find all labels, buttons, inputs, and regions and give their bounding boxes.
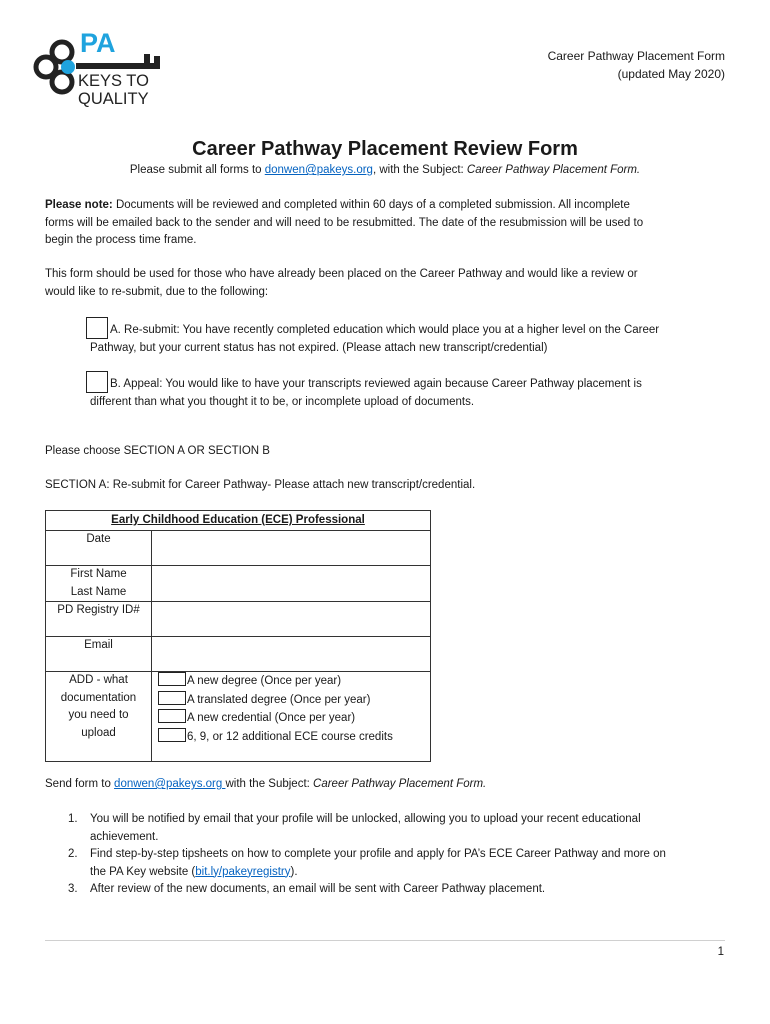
name-label: First Name Last Name [46,566,152,602]
pakey-registry-link[interactable]: bit.ly/pakeyregistry [195,865,291,878]
option-new-degree: A new degree (Once per year) [152,672,430,691]
pd-registry-field[interactable] [152,602,431,637]
submit-instructions: Please submit all forms to donwen@pakeys.org, with the Subject: Career Pathway Placement Form. [129,164,641,176]
header-updated-date: (updated May 2020) [617,67,725,81]
option-b-checkbox[interactable] [86,371,108,393]
svg-text:PA: PA [80,30,116,58]
list-item: 1. You will be notified by email that your profile will be unlocked, allowing you to upload your recent educational achievement. [68,813,641,843]
name-field[interactable] [152,566,431,602]
option-b-appeal: B. Appeal: You would like to have your transcripts reviewed again because Career Pathway placement is different than what you thought it to be, or incomplete upload of documents. [90,371,730,411]
choose-section-text: Please choose SECTION A OR SECTION B [45,445,270,457]
date-field[interactable] [152,531,431,566]
send-instructions: Send form to donwen@pakeys.org with the Subject: Career Pathway Placement Form. [45,778,487,790]
list-item: 2. Find step-by-step tipsheets on how to complete your profile and apply for PA’s ECE Career Pathway and more on the PA Key website (bit.ly/pakeyregistry). [68,848,666,878]
footer-divider [45,940,725,941]
upload-options [152,672,431,762]
email-field[interactable] [152,637,431,672]
add-label: ADD - what documentation you need to upload [46,672,152,762]
note-label: Please note: [45,199,113,211]
key-icon [32,30,172,110]
send-email-link[interactable]: donwen@pakeys.org [114,778,226,790]
option-course-credits: 6, 9, or 12 additional ECE course credits [152,728,430,747]
email-label: Email [46,637,152,672]
header-form-name: Career Pathway Placement Form [547,49,725,63]
section-a-heading: SECTION A: Re-submit for Career Pathway- Please attach new transcript/credential. [45,479,476,491]
page-title: Career Pathway Placement Review Form [192,138,578,160]
steps-list [45,811,735,899]
svg-text:QUALITY: QUALITY [78,90,149,108]
option-a-resubmit: A. Re-submit: You have recently completed education which would place you at a higher level on the Career Pathway, but your current status has not expired. (Please attach new transcript/credential) [90,317,730,357]
new-credential-checkbox[interactable] [158,709,186,723]
subject-text: Career Pathway Placement Form. [466,164,641,176]
date-label: Date [46,531,152,566]
new-degree-checkbox[interactable] [158,672,186,686]
note-paragraph: Please note: Documents will be reviewed and completed within 60 days of a completed submission. All incomplete forms will be emailed back to the sender and will need to be resubmitted. The date of the resubmission will be used to begin the process time frame. [45,199,644,246]
svg-text:KEYS TO: KEYS TO [78,72,149,90]
option-new-credential: A new credential (Once per year) [152,709,430,728]
option-translated-degree: A translated degree (Once per year) [152,691,430,710]
translated-degree-checkbox[interactable] [158,691,186,705]
email-link[interactable]: donwen@pakeys.org [264,164,373,176]
pa-keys-logo [32,30,172,110]
usage-paragraph: This form should be used for those who have already been placed on the Career Pathway and would like a review or would like to re-submit, due to the following: [45,268,638,298]
list-item: 3. After review of the new documents, an email will be sent with Career Pathway placement. [68,883,546,895]
page-number: 1 [717,946,724,958]
table-header: Early Childhood Education (ECE) Professional [46,511,431,531]
course-credits-checkbox[interactable] [158,728,186,742]
pd-registry-label: PD Registry ID# [46,602,152,637]
form-header-info [548,47,725,83]
ece-professional-table [45,510,431,762]
option-a-checkbox[interactable] [86,317,108,339]
